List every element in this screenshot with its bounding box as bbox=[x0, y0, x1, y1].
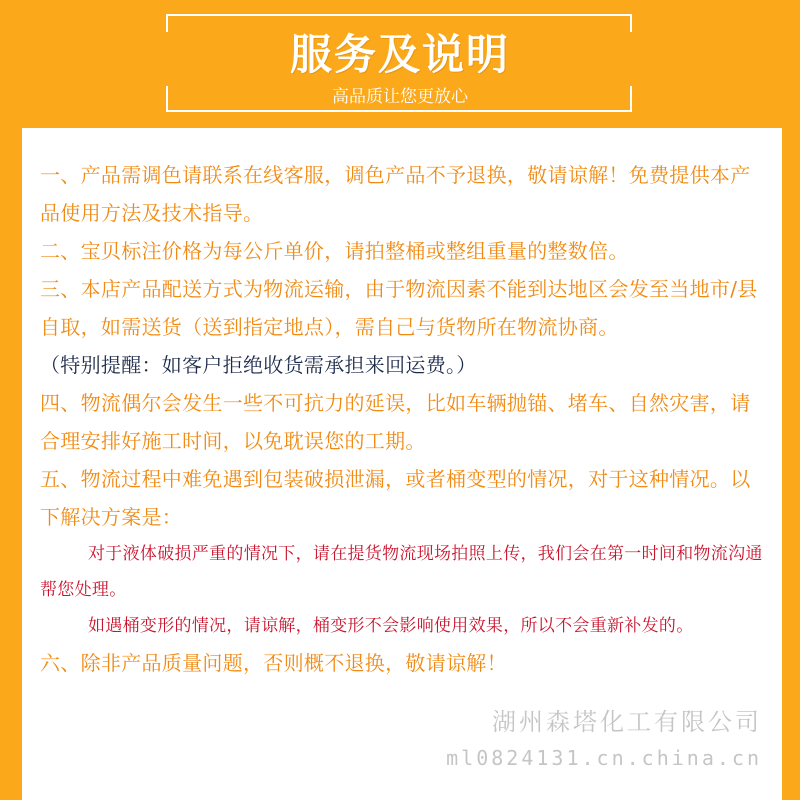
note-3: 三、本店产品配送方式为物流运输，由于物流因素不能到达地区会发至当地市/县自取，如需送货（送到指定地点），需自己与货物所在物流协商。 bbox=[40, 277, 758, 339]
watermark-url: ml0824131.cn.china.cn bbox=[446, 746, 762, 770]
note-5: 五、物流过程中难免遇到包装破损泄漏，或者桶变型的情况，对于这种情况。以下解决方案是： bbox=[40, 467, 751, 529]
note-1: 一、产品需调色请联系在线客服，调色产品不予退换，敬请谅解！免费提供本产品使用方法及技术指导。 bbox=[40, 163, 751, 225]
service-notes bbox=[40, 156, 768, 682]
special-reminder: （特别提醒：如客户拒绝收货需承担来回运费。） bbox=[40, 353, 477, 377]
page-subtitle: 高品质让您更放心 bbox=[332, 87, 468, 107]
solution-liquid-damage bbox=[40, 536, 768, 608]
header-frame-top bbox=[166, 14, 632, 16]
note-2: 二、宝贝标注价格为每公斤单价，请拍整桶或整组重量的整数倍。 bbox=[40, 239, 629, 263]
note-4: 四、物流偶尔会发生一些不可抗力的延误，比如车辆抛锚、堵车、自然灾害，请合理安排好施工时间，以免耽误您的工期。 bbox=[40, 391, 751, 453]
page-title: 服务及说明 bbox=[289, 30, 510, 79]
content-panel bbox=[22, 128, 782, 800]
solution-bucket-deform bbox=[40, 608, 768, 644]
solution-liquid-damage-text: 对于液体破损严重的情况下，请在提货物流现场拍照上传，我们会在第一时间和物流沟通帮您处理。 bbox=[40, 544, 763, 600]
note-6: 六、除非产品质量问题，否则概不退换，敬请谅解！ bbox=[40, 651, 507, 675]
watermark-company: 湖州森塔化工有限公司 bbox=[492, 708, 762, 736]
header-frame-bottom bbox=[166, 110, 632, 112]
solution-bucket-deform-text: 如遇桶变形的情况，请谅解，桶变形不会影响使用效果，所以不会重新补发的。 bbox=[88, 616, 694, 636]
header-banner bbox=[0, 0, 800, 128]
